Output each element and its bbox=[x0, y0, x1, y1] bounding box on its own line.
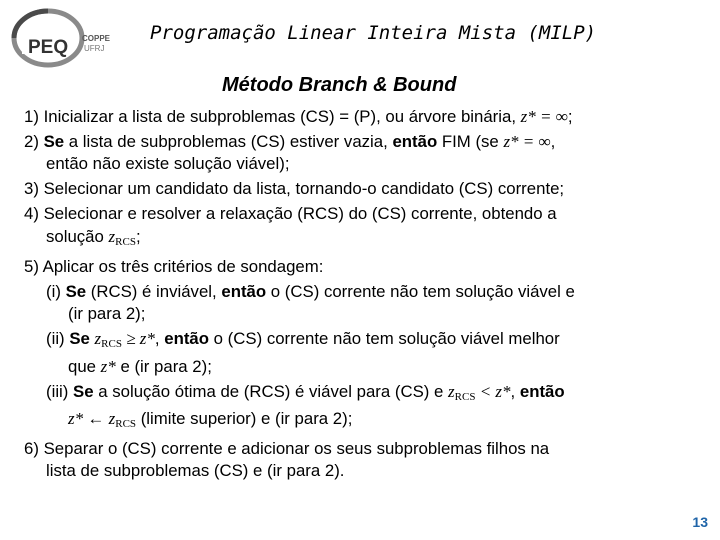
step-4-text-2: solução bbox=[46, 226, 104, 246]
criterion-1 bbox=[24, 281, 714, 326]
step-2-keyword-entao: então bbox=[392, 132, 438, 151]
step-2-keyword-se: Se bbox=[43, 132, 65, 151]
geq-zstar: ≥ z* bbox=[126, 329, 155, 349]
logo-text: PEQ bbox=[28, 37, 69, 58]
step-4 bbox=[24, 203, 714, 253]
step-2-math: z* = ∞ bbox=[503, 132, 551, 151]
logo-small-top: COPPE bbox=[82, 34, 111, 43]
criterion-3-number: (iii) bbox=[46, 381, 69, 401]
step-2-text: a lista de subproblemas (CS) estiver vazia, bbox=[68, 132, 388, 151]
criterion-1-number: (i) bbox=[46, 281, 61, 301]
page-subtitle: Método Branch & Bound bbox=[222, 74, 457, 96]
page-number: 13 bbox=[692, 514, 708, 530]
step-3-text: 3) Selecionar um candidato da lista, tornando-o candidato (CS) corrente; bbox=[24, 179, 565, 199]
logo-small-bottom: UFRJ bbox=[84, 44, 105, 53]
peq-coppe-logo bbox=[8, 6, 126, 68]
criterion-2-number: (ii) bbox=[46, 329, 65, 349]
step-1-end: ; bbox=[567, 107, 573, 126]
criterion-2-text-3: e (ir para 2); bbox=[120, 356, 212, 376]
criterion-2-math bbox=[94, 329, 155, 351]
criterion-1-keyword-entao: então bbox=[221, 281, 267, 301]
step-2-text-2: FIM (se bbox=[441, 132, 499, 151]
step-2-number: 2) bbox=[24, 132, 39, 151]
criterion-3-text-2: (limite superior) e (ir para 2); bbox=[140, 409, 353, 429]
criterion-1-text: (RCS) é inviável, bbox=[90, 281, 217, 301]
rcs-subscript: RCS bbox=[115, 418, 137, 431]
z-symbol: z bbox=[108, 226, 116, 246]
criterion-3-math bbox=[448, 382, 511, 401]
criterion-1-keyword-se: Se bbox=[65, 281, 87, 301]
criterion-2 bbox=[24, 328, 714, 378]
criterion-3-keyword-se: Se bbox=[73, 381, 94, 401]
criterion-2-keyword-se: Se bbox=[69, 329, 90, 349]
step-1-text: 1) Inicializar a lista de subproblemas (CS) = (P), ou árvore binária, bbox=[24, 107, 516, 126]
step-4-text: 4) Selecionar e resolver a relaxação (RCS) do (CS) corrente, obtendo a bbox=[24, 204, 557, 224]
criterion-3-assign bbox=[68, 409, 137, 431]
step-1-math: z* = ∞ bbox=[520, 107, 568, 126]
step-6-text: 6) Separar o (CS) corrente e adicionar os seus subproblemas filhos na bbox=[24, 439, 550, 459]
criterion-2-comma: , bbox=[154, 329, 160, 349]
page-title: Programação Linear Inteira Mista (MILP) bbox=[150, 22, 597, 44]
less-zstar: < z* bbox=[479, 381, 511, 401]
criterion-1-line-2: (ir para 2); bbox=[68, 304, 146, 324]
rcs-subscript: RCS bbox=[101, 338, 122, 351]
criterion-3-keyword-entao: então bbox=[519, 381, 565, 401]
criterion-3-text: a solução ótima de (RCS) é viável para (CS) e bbox=[98, 381, 444, 401]
step-6 bbox=[24, 438, 714, 483]
step-4-end: ; bbox=[135, 226, 141, 246]
step-5-text: 5) Aplicar os três critérios de sondagem: bbox=[24, 256, 324, 276]
z-symbol: z bbox=[448, 381, 455, 401]
step-4-math bbox=[109, 227, 136, 246]
zstar-symbol: z* bbox=[100, 356, 116, 376]
step-2 bbox=[24, 131, 714, 176]
criterion-2-keyword-entao: então bbox=[164, 329, 209, 349]
z-symbol: z bbox=[94, 329, 102, 349]
algorithm-steps bbox=[24, 106, 714, 483]
step-4-line-2 bbox=[24, 226, 714, 253]
rcs-subscript: RCS bbox=[454, 390, 476, 403]
criterion-2-line-2 bbox=[46, 356, 714, 378]
step-5 bbox=[24, 256, 714, 278]
criterion-3-comma: , bbox=[510, 381, 516, 401]
step-1 bbox=[24, 106, 714, 128]
rcs-subscript: RCS bbox=[115, 235, 136, 248]
criterion-2-text: o (CS) corrente não tem solução viável melhor bbox=[213, 329, 560, 349]
step-2-comma: , bbox=[550, 132, 556, 151]
zstar-assign: z* ← z bbox=[68, 409, 116, 429]
step-2-line-2: então não existe solução viável); bbox=[46, 154, 290, 174]
criterion-3 bbox=[24, 381, 714, 436]
step-6-line-2: lista de subproblemas (CS) e (ir para 2). bbox=[46, 461, 345, 481]
step-3 bbox=[24, 178, 714, 200]
criterion-1-text-2: o (CS) corrente não tem solução viável e bbox=[270, 281, 575, 301]
criterion-3-line-2 bbox=[46, 408, 714, 435]
criterion-2-text-2: que bbox=[68, 356, 96, 376]
